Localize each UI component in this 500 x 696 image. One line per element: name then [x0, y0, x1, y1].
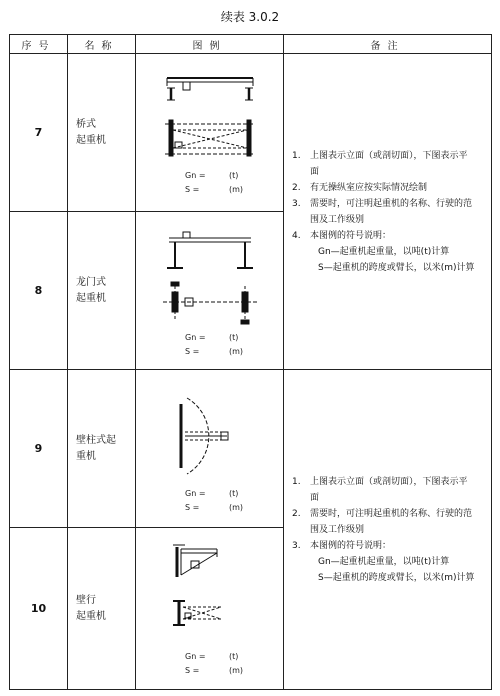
svg-text:S =: S =	[184, 184, 199, 194]
crane-name: 龙门式 起重机	[68, 212, 136, 370]
svg-text:Gn =: Gn =	[184, 170, 206, 180]
table-title: 续表 3.0.2	[220, 10, 280, 24]
svg-text:Gn =: Gn =	[184, 651, 206, 661]
wall-pillar-crane-symbol	[136, 370, 284, 528]
row-number: 8	[10, 212, 68, 370]
svg-text:(m): (m)	[228, 346, 243, 356]
header-legend: 图例	[136, 35, 284, 54]
gantry-crane-drawing	[155, 216, 265, 366]
bridge-crane-symbol	[136, 54, 284, 212]
crane-name: 壁行 起重机	[68, 528, 136, 690]
gantry-crane-symbol	[136, 212, 284, 370]
svg-text:Gn =: Gn =	[184, 332, 206, 342]
svg-text:Gn =: Gn =	[184, 488, 206, 498]
header-row	[10, 35, 492, 54]
bridge-crane-drawing	[155, 58, 265, 208]
table-row	[10, 370, 492, 528]
svg-text:(t): (t)	[228, 332, 238, 342]
wall-travelling-crane-drawing	[155, 531, 265, 687]
header-name: 名称	[68, 35, 136, 54]
svg-text:S =: S =	[184, 502, 199, 512]
table-row	[10, 54, 492, 212]
svg-text:S =: S =	[184, 346, 199, 356]
row-number: 7	[10, 54, 68, 212]
svg-text:(m): (m)	[228, 184, 243, 194]
notes-cell-b: 1. 上图表示立面（或剖切面），下图表示平 面 2. 需要时，可注明起重机的名称、行驶的范 围及工作级别 3. 本图例的符号说明： Gn—起重机起重量，以吨(t)计算 S—起重机的跨度或臂长，以米(m)计算	[284, 370, 492, 690]
header-seq: 序号	[10, 35, 68, 54]
wall-pillar-crane-drawing	[155, 374, 265, 524]
svg-text:(m): (m)	[228, 665, 243, 675]
crane-name: 桥式 起重机	[68, 54, 136, 212]
svg-text:(t): (t)	[228, 170, 238, 180]
header-notes: 备注	[284, 35, 492, 54]
svg-text:S =: S =	[184, 665, 199, 675]
crane-legend-table	[9, 34, 492, 690]
svg-text:(t): (t)	[228, 488, 238, 498]
row-number: 9	[10, 370, 68, 528]
notes-cell-a: 1. 上图表示立面（或剖切面），下图表示平 面 2. 有无操纵室应按实际情况绘制 3. 需要时，可注明起重机的名称、行驶的范 围及工作级别 4. 本图例的符号说明： Gn—起重机起重量，以吨(t)计算 S—起重机的跨度或臂长，以米(m)计算	[284, 54, 492, 370]
svg-text:(t): (t)	[228, 651, 238, 661]
wall-travelling-crane-symbol	[136, 528, 284, 690]
row-number: 10	[10, 528, 68, 690]
crane-name: 壁柱式起 重机	[68, 370, 136, 528]
svg-text:(m): (m)	[228, 502, 243, 512]
